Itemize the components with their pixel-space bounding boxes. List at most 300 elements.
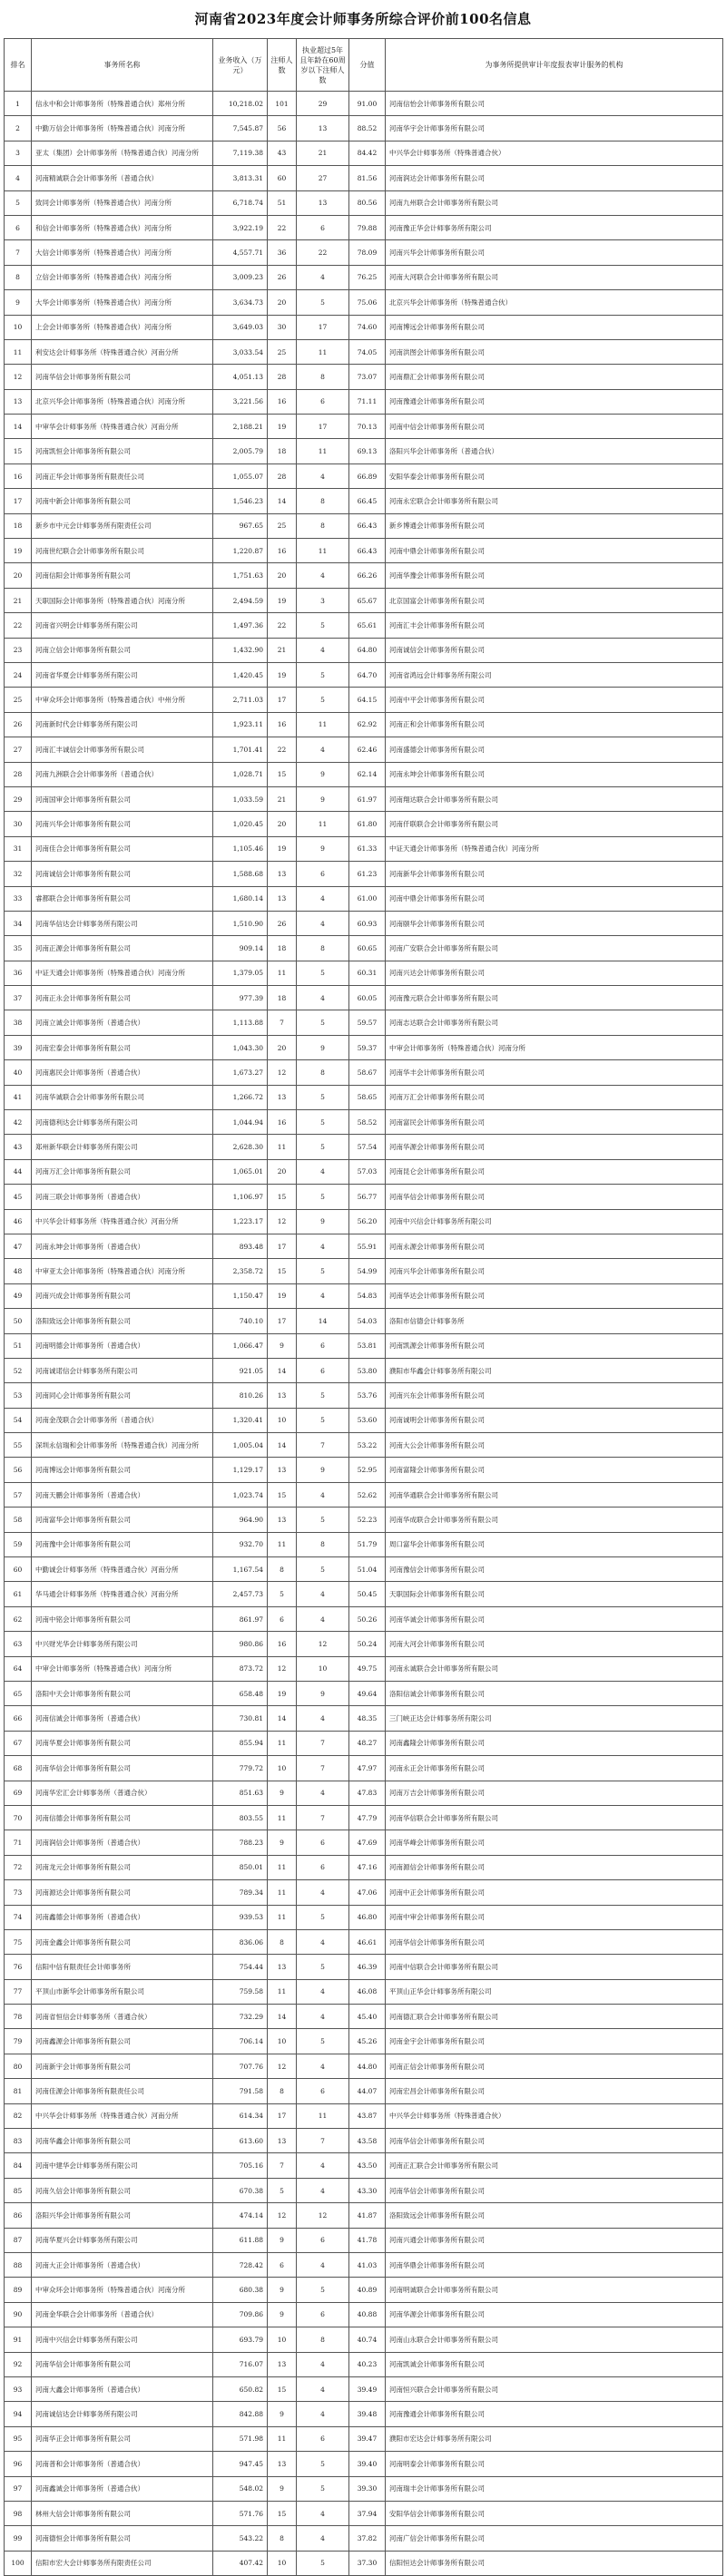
cell-senior-cpa-count: 5: [297, 961, 349, 985]
cell-score: 37.82: [349, 2526, 386, 2551]
cell-rank: 67: [5, 1731, 32, 1755]
cell-revenue: 3,649.03: [213, 315, 268, 339]
cell-score: 47.97: [349, 1756, 386, 1781]
table-row: [5, 1333, 723, 1358]
cell-auditor: 河南兴东会计师事务所有限公司: [386, 1383, 723, 1408]
cell-firm: 和信会计师事务所（特殊普通合伙）河南分所: [32, 215, 213, 239]
cell-revenue: 1,065.01: [213, 1159, 268, 1184]
cell-rank: 51: [5, 1333, 32, 1358]
cell-cpa-count: 30: [268, 315, 297, 339]
cell-rank: 64: [5, 1656, 32, 1681]
cell-score: 40.89: [349, 2278, 386, 2302]
header-auditor: 为事务所提供审计年度报表审计服务的机构: [386, 39, 723, 92]
cell-auditor: 周口富华会计师事务所有限公司: [386, 1532, 723, 1556]
table-row: [5, 1085, 723, 1109]
cell-senior-cpa-count: 8: [297, 365, 349, 389]
cell-cpa-count: 12: [268, 2054, 297, 2078]
cell-auditor: 中证天通会计师事务所（特殊普通合伙）河南分所: [386, 836, 723, 861]
header-score: 分值: [349, 39, 386, 92]
cell-score: 79.88: [349, 215, 386, 239]
cell-firm: 致同会计师事务所（特殊普通合伙）河南分所: [32, 190, 213, 215]
cell-cpa-count: 11: [268, 1855, 297, 1879]
cell-firm: 河南金华联合会计师事务所（普通合伙）: [32, 2302, 213, 2327]
cell-senior-cpa-count: 27: [297, 166, 349, 190]
cell-rank: 39: [5, 1035, 32, 1059]
cell-auditor: 河南中正会计师事务所有限公司: [386, 1880, 723, 1905]
cell-revenue: 1,028.71: [213, 762, 268, 786]
cell-score: 65.61: [349, 613, 386, 638]
cell-revenue: 861.97: [213, 1606, 268, 1631]
cell-firm: 河南中新会计师事务所有限公司: [32, 489, 213, 513]
cell-score: 61.00: [349, 886, 386, 911]
cell-firm: 河南佳合会计师事务所有限公司: [32, 836, 213, 861]
cell-revenue: 1,220.87: [213, 539, 268, 563]
cell-revenue: 1,751.63: [213, 563, 268, 588]
cell-cpa-count: 10: [268, 2551, 297, 2575]
cell-rank: 66: [5, 1706, 32, 1731]
cell-auditor: 河南诚信会计师事务所有限公司: [386, 638, 723, 662]
cell-revenue: 1,420.45: [213, 662, 268, 687]
cell-revenue: 1,113.88: [213, 1010, 268, 1035]
cell-cpa-count: 5: [268, 2178, 297, 2202]
cell-cpa-count: 56: [268, 116, 297, 141]
cell-senior-cpa-count: 11: [297, 339, 349, 364]
cell-senior-cpa-count: 11: [297, 439, 349, 463]
cell-auditor: 中兴华会计师事务所（特殊普通合伙）: [386, 141, 723, 165]
cell-senior-cpa-count: 5: [297, 1010, 349, 1035]
cell-revenue: 967.65: [213, 513, 268, 538]
table-row: [5, 1830, 723, 1855]
cell-rank: 31: [5, 836, 32, 861]
cell-senior-cpa-count: 6: [297, 1333, 349, 1358]
cell-score: 51.04: [349, 1557, 386, 1582]
table-row: [5, 2252, 723, 2277]
cell-auditor: 河南华信会计师事务所有限公司: [386, 1185, 723, 1209]
table-row: [5, 2103, 723, 2128]
cell-cpa-count: 9: [268, 2302, 297, 2327]
cell-senior-cpa-count: 6: [297, 2426, 349, 2451]
table-row: [5, 1656, 723, 1681]
cell-score: 56.20: [349, 1209, 386, 1234]
cell-score: 52.62: [349, 1482, 386, 1507]
cell-rank: 2: [5, 116, 32, 141]
cell-auditor: 河南华鼎会计师事务所有限公司: [386, 2252, 723, 2277]
table-row: [5, 1035, 723, 1059]
cell-rank: 37: [5, 986, 32, 1010]
cell-firm: 河南同心会计师事务所有限公司: [32, 1383, 213, 1408]
cell-senior-cpa-count: 11: [297, 539, 349, 563]
cell-cpa-count: 101: [268, 92, 297, 116]
cell-score: 39.48: [349, 2402, 386, 2426]
cell-rank: 73: [5, 1880, 32, 1905]
cell-score: 78.09: [349, 240, 386, 265]
cell-firm: 河南信阳会计师事务所有限公司: [32, 563, 213, 588]
cell-cpa-count: 5: [268, 1582, 297, 1606]
cell-firm: 亚太（集团）会计师事务所（特殊普通合伙）河南分所: [32, 141, 213, 165]
cell-auditor: 北京国富会计师事务所有限公司: [386, 588, 723, 612]
cell-senior-cpa-count: 4: [297, 2352, 349, 2376]
cell-score: 66.43: [349, 539, 386, 563]
cell-revenue: 613.60: [213, 2129, 268, 2153]
table-row: [5, 1458, 723, 1482]
cell-cpa-count: 16: [268, 389, 297, 414]
cell-rank: 86: [5, 2203, 32, 2228]
cell-auditor: 河南省鸿远会计师事务所有限公司: [386, 662, 723, 687]
table-row: [5, 215, 723, 239]
cell-revenue: 1,546.23: [213, 489, 268, 513]
cell-rank: 40: [5, 1060, 32, 1085]
cell-revenue: 707.76: [213, 2054, 268, 2078]
cell-score: 48.27: [349, 1731, 386, 1755]
cell-cpa-count: 11: [268, 2426, 297, 2451]
cell-firm: 天职国际会计师事务所（特殊普通合伙）河南分所: [32, 588, 213, 612]
cell-score: 84.42: [349, 141, 386, 165]
cell-rank: 92: [5, 2352, 32, 2376]
cell-revenue: 1,044.94: [213, 1110, 268, 1135]
cell-auditor: 河南明泰会计师事务所有限公司: [386, 2452, 723, 2476]
cell-senior-cpa-count: 13: [297, 190, 349, 215]
table-row: [5, 836, 723, 861]
cell-cpa-count: 8: [268, 2079, 297, 2103]
table-row: [5, 1010, 723, 1035]
cell-revenue: 873.72: [213, 1656, 268, 1681]
cell-firm: 林州大信会计师事务所有限公司: [32, 2501, 213, 2525]
table-row: [5, 1185, 723, 1209]
cell-senior-cpa-count: 9: [297, 1458, 349, 1482]
cell-cpa-count: 17: [268, 1234, 297, 1258]
cell-revenue: 1,223.17: [213, 1209, 268, 1234]
cell-firm: 河南九洲联合会计师事务所（普通合伙）: [32, 762, 213, 786]
cell-senior-cpa-count: 5: [297, 1185, 349, 1209]
page-title: 河南省2023年度会计师事务所综合评价前100名信息: [194, 11, 532, 27]
table-row: [5, 315, 723, 339]
table-row: [5, 240, 723, 265]
cell-firm: 河南金茂联合会计师事务所（普通合伙）: [32, 1408, 213, 1432]
cell-score: 91.00: [349, 92, 386, 116]
cell-cpa-count: 13: [268, 1458, 297, 1482]
cell-firm: 深圳永信瑞和会计师事务所（特殊普通合伙）河南分所: [32, 1433, 213, 1458]
table-row: [5, 1135, 723, 1159]
cell-senior-cpa-count: 13: [297, 116, 349, 141]
cell-rank: 82: [5, 2103, 32, 2128]
cell-rank: 26: [5, 712, 32, 737]
cell-cpa-count: 6: [268, 2252, 297, 2277]
cell-score: 76.25: [349, 265, 386, 289]
cell-firm: 河南中建华会计师事务所有限公司: [32, 2153, 213, 2178]
cell-senior-cpa-count: 5: [297, 2452, 349, 2476]
cell-senior-cpa-count: 5: [297, 1383, 349, 1408]
cell-rank: 20: [5, 563, 32, 588]
cell-rank: 38: [5, 1010, 32, 1035]
table-row: [5, 1408, 723, 1432]
cell-score: 46.61: [349, 1929, 386, 1954]
cell-firm: 河南兴成会计师事务所有限公司: [32, 1283, 213, 1308]
cell-senior-cpa-count: 11: [297, 2103, 349, 2128]
cell-score: 53.81: [349, 1333, 386, 1358]
cell-score: 59.37: [349, 1035, 386, 1059]
table-row: [5, 1731, 723, 1755]
cell-firm: 河南华夏兴会计师事务所有限公司: [32, 2228, 213, 2252]
cell-firm: 河南世纪联合会计师事务所有限公司: [32, 539, 213, 563]
table-row: [5, 1482, 723, 1507]
cell-revenue: 1,105.46: [213, 836, 268, 861]
table-row: [5, 2079, 723, 2103]
cell-rank: 89: [5, 2278, 32, 2302]
cell-firm: 河南鑫源会计师事务所有限公司: [32, 2029, 213, 2054]
cell-cpa-count: 16: [268, 1110, 297, 1135]
cell-auditor: 河南华信会计师事务所有限公司: [386, 2129, 723, 2153]
cell-revenue: 2,457.73: [213, 1582, 268, 1606]
cell-cpa-count: 6: [268, 1606, 297, 1631]
cell-firm: 河南华信达会计师事务所有限公司: [32, 911, 213, 935]
cell-score: 66.45: [349, 489, 386, 513]
cell-score: 37.30: [349, 2551, 386, 2575]
cell-score: 50.45: [349, 1582, 386, 1606]
cell-cpa-count: 14: [268, 1433, 297, 1458]
cell-cpa-count: 8: [268, 2526, 297, 2551]
cell-revenue: 842.88: [213, 2402, 268, 2426]
cell-revenue: 3,033.54: [213, 339, 268, 364]
cell-revenue: 611.88: [213, 2228, 268, 2252]
cell-revenue: 693.79: [213, 2327, 268, 2352]
cell-revenue: 1,923.11: [213, 712, 268, 737]
cell-cpa-count: 10: [268, 1756, 297, 1781]
cell-score: 43.50: [349, 2153, 386, 2178]
cell-firm: 信永中和会计师事务所（特殊普通合伙）郑州分所: [32, 92, 213, 116]
cell-senior-cpa-count: 5: [297, 2551, 349, 2575]
table-row: [5, 92, 723, 116]
cell-rank: 100: [5, 2551, 32, 2575]
cell-cpa-count: 25: [268, 513, 297, 538]
cell-score: 66.89: [349, 463, 386, 488]
cell-revenue: 964.90: [213, 1508, 268, 1532]
cell-senior-cpa-count: 5: [297, 1557, 349, 1582]
cell-rank: 10: [5, 315, 32, 339]
cell-rank: 8: [5, 265, 32, 289]
cell-rank: 25: [5, 688, 32, 712]
cell-rank: 12: [5, 365, 32, 389]
cell-score: 54.99: [349, 1259, 386, 1283]
cell-firm: 河南德恒会计师事务所有限公司: [32, 2526, 213, 2551]
cell-auditor: 河南洪图会计师事务所有限公司: [386, 339, 723, 364]
cell-cpa-count: 9: [268, 1781, 297, 1805]
cell-auditor: 新乡博通会计师事务所有限公司: [386, 513, 723, 538]
cell-revenue: 3,813.31: [213, 166, 268, 190]
cell-revenue: 6,718.74: [213, 190, 268, 215]
cell-auditor: 河南诚明会计师事务所有限公司: [386, 1408, 723, 1432]
cell-firm: 大信会计师事务所（特殊普通合伙）河南分所: [32, 240, 213, 265]
cell-auditor: 河南润达会计师事务所有限公司: [386, 166, 723, 190]
cell-firm: 河南普和会计师事务所（普通合伙）: [32, 2452, 213, 2476]
cell-cpa-count: 15: [268, 762, 297, 786]
cell-firm: 河南立信会计师事务所有限公司: [32, 638, 213, 662]
cell-rank: 45: [5, 1185, 32, 1209]
cell-firm: 河南大正会计师事务所（普通合伙）: [32, 2252, 213, 2277]
cell-auditor: 洛阳兴华会计师事务所（普通合伙）: [386, 439, 723, 463]
cell-score: 53.80: [349, 1358, 386, 1382]
cell-score: 81.56: [349, 166, 386, 190]
cell-senior-cpa-count: 9: [297, 762, 349, 786]
table-row: [5, 2526, 723, 2551]
cell-cpa-count: 8: [268, 1929, 297, 1954]
table-row: [5, 1606, 723, 1631]
cell-senior-cpa-count: 6: [297, 2228, 349, 2252]
cell-score: 50.24: [349, 1632, 386, 1656]
cell-auditor: 河南华信会计师事务所有限公司: [386, 1929, 723, 1954]
cell-rank: 43: [5, 1135, 32, 1159]
cell-firm: 河南正永会计师事务所有限公司: [32, 986, 213, 1010]
table-row: [5, 2452, 723, 2476]
cell-firm: 中勤诚会计师事务所（特殊普通合伙）河南分所: [32, 1557, 213, 1582]
cell-senior-cpa-count: 7: [297, 1433, 349, 1458]
cell-auditor: 河南华宇会计师事务所有限公司: [386, 116, 723, 141]
cell-auditor: 河南正信会计师事务所有限公司: [386, 2054, 723, 2078]
cell-cpa-count: 9: [268, 2402, 297, 2426]
cell-auditor: 河南华成联合会计师事务所有限公司: [386, 1508, 723, 1532]
cell-cpa-count: 9: [268, 2476, 297, 2501]
cell-senior-cpa-count: 4: [297, 2178, 349, 2202]
cell-rank: 88: [5, 2252, 32, 2277]
cell-score: 48.35: [349, 1706, 386, 1731]
cell-firm: 河南鑫诚会计师事务所（普通合伙）: [32, 2476, 213, 2501]
cell-senior-cpa-count: 6: [297, 1830, 349, 1855]
cell-score: 47.79: [349, 1805, 386, 1830]
table-row: [5, 2228, 723, 2252]
cell-rank: 53: [5, 1383, 32, 1408]
cell-revenue: 1,588.68: [213, 862, 268, 886]
cell-cpa-count: 13: [268, 1508, 297, 1532]
cell-score: 60.65: [349, 936, 386, 961]
cell-rank: 14: [5, 415, 32, 439]
cell-revenue: 1,005.04: [213, 1433, 268, 1458]
cell-cpa-count: 19: [268, 1682, 297, 1706]
cell-auditor: 濮阳市宏达会计师事务所有限公司: [386, 2426, 723, 2451]
cell-senior-cpa-count: 4: [297, 265, 349, 289]
cell-cpa-count: 12: [268, 2203, 297, 2228]
cell-revenue: 10,218.02: [213, 92, 268, 116]
cell-score: 40.88: [349, 2302, 386, 2327]
cell-firm: 河南兴华会计师事务所有限公司: [32, 812, 213, 836]
cell-auditor: 河南中平会计师事务所有限公司: [386, 688, 723, 712]
table-row: [5, 986, 723, 1010]
cell-score: 57.03: [349, 1159, 386, 1184]
table-row: [5, 1781, 723, 1805]
cell-rank: 80: [5, 2054, 32, 2078]
cell-cpa-count: 11: [268, 1805, 297, 1830]
cell-revenue: 779.72: [213, 1756, 268, 1781]
cell-auditor: 河南永宏联合会计师事务所有限公司: [386, 489, 723, 513]
cell-senior-cpa-count: 5: [297, 1905, 349, 1929]
cell-revenue: 754.44: [213, 1955, 268, 1979]
cell-score: 56.77: [349, 1185, 386, 1209]
cell-auditor: 河南中信会计师事务所有限公司: [386, 415, 723, 439]
table-row: [5, 2203, 723, 2228]
cell-score: 39.30: [349, 2476, 386, 2501]
cell-firm: 河南精诚联合会计师事务所（普通合伙）: [32, 166, 213, 190]
cell-cpa-count: 20: [268, 1159, 297, 1184]
cell-revenue: 3,221.56: [213, 389, 268, 414]
cell-rank: 63: [5, 1632, 32, 1656]
cell-cpa-count: 11: [268, 1880, 297, 1905]
cell-rank: 3: [5, 141, 32, 165]
cell-rank: 62: [5, 1606, 32, 1631]
table-row: [5, 662, 723, 687]
cell-revenue: 7,119.38: [213, 141, 268, 165]
cell-auditor: 河南永坤会计师事务所有限公司: [386, 762, 723, 786]
cell-auditor: 洛阳致远会计师事务所有限公司: [386, 2203, 723, 2228]
cell-cpa-count: 25: [268, 339, 297, 364]
cell-cpa-count: 14: [268, 489, 297, 513]
table-row: [5, 1060, 723, 1085]
cell-senior-cpa-count: 4: [297, 1234, 349, 1258]
cell-auditor: 河南信怡会计师事务所有限公司: [386, 92, 723, 116]
table-row: [5, 415, 723, 439]
cell-firm: 中审众环会计师事务所（特殊普通合伙）河南分所: [32, 2278, 213, 2302]
cell-rank: 95: [5, 2426, 32, 2451]
cell-rank: 16: [5, 463, 32, 488]
table-row: [5, 2476, 723, 2501]
cell-cpa-count: 7: [268, 2153, 297, 2178]
table-row: [5, 961, 723, 985]
cell-revenue: 706.14: [213, 2029, 268, 2054]
cell-senior-cpa-count: 5: [297, 2476, 349, 2501]
cell-auditor: 河南正和会计师事务所有限公司: [386, 712, 723, 737]
cell-rank: 83: [5, 2129, 32, 2153]
cell-revenue: 2,711.03: [213, 688, 268, 712]
cell-cpa-count: 9: [268, 1830, 297, 1855]
cell-firm: 河南华正会计师事务所有限公司: [32, 2426, 213, 2451]
cell-score: 45.26: [349, 2029, 386, 2054]
cell-revenue: 571.76: [213, 2501, 268, 2525]
cell-revenue: 1,266.72: [213, 1085, 268, 1109]
cell-senior-cpa-count: 9: [297, 1209, 349, 1234]
table-row: [5, 1905, 723, 1929]
cell-revenue: 932.70: [213, 1532, 268, 1556]
table-row: [5, 1632, 723, 1656]
cell-rank: 70: [5, 1805, 32, 1830]
cell-rank: 85: [5, 2178, 32, 2202]
cell-senior-cpa-count: 14: [297, 1309, 349, 1333]
cell-rank: 81: [5, 2079, 32, 2103]
cell-score: 53.22: [349, 1433, 386, 1458]
cell-senior-cpa-count: 29: [297, 92, 349, 116]
cell-rank: 15: [5, 439, 32, 463]
cell-senior-cpa-count: 5: [297, 1955, 349, 1979]
cell-auditor: 河南昆仑会计师事务所有限公司: [386, 1159, 723, 1184]
table-row: [5, 463, 723, 488]
cell-firm: 北京兴华会计师事务所（特殊普通合伙）河南分所: [32, 389, 213, 414]
cell-score: 53.60: [349, 1408, 386, 1432]
cell-auditor: 平顶山正华会计师事务所有限公司: [386, 1979, 723, 2004]
cell-auditor: 河南源信会计师事务所有限公司: [386, 1855, 723, 1879]
cell-auditor: 河南华信联合会计师事务所有限公司: [386, 1805, 723, 1830]
cell-auditor: 河南中审会计师事务所有限公司: [386, 1905, 723, 1929]
cell-firm: 河南久信会计师事务所有限公司: [32, 2178, 213, 2202]
cell-revenue: 705.16: [213, 2153, 268, 2178]
cell-rank: 9: [5, 290, 32, 315]
cell-score: 65.67: [349, 588, 386, 612]
cell-auditor: 河南广信会计师事务所有限公司: [386, 2526, 723, 2551]
cell-auditor: 河南盛德会计师事务所有限公司: [386, 737, 723, 762]
cell-rank: 32: [5, 862, 32, 886]
cell-cpa-count: 9: [268, 2278, 297, 2302]
table-row: [5, 2426, 723, 2451]
cell-auditor: 河南中兴信会计师事务所有限公司: [386, 1209, 723, 1234]
cell-score: 47.69: [349, 1830, 386, 1855]
cell-firm: 河南宏泰会计师事务所有限公司: [32, 1035, 213, 1059]
cell-rank: 35: [5, 936, 32, 961]
cell-auditor: 河南华源会计师事务所有限公司: [386, 2302, 723, 2327]
